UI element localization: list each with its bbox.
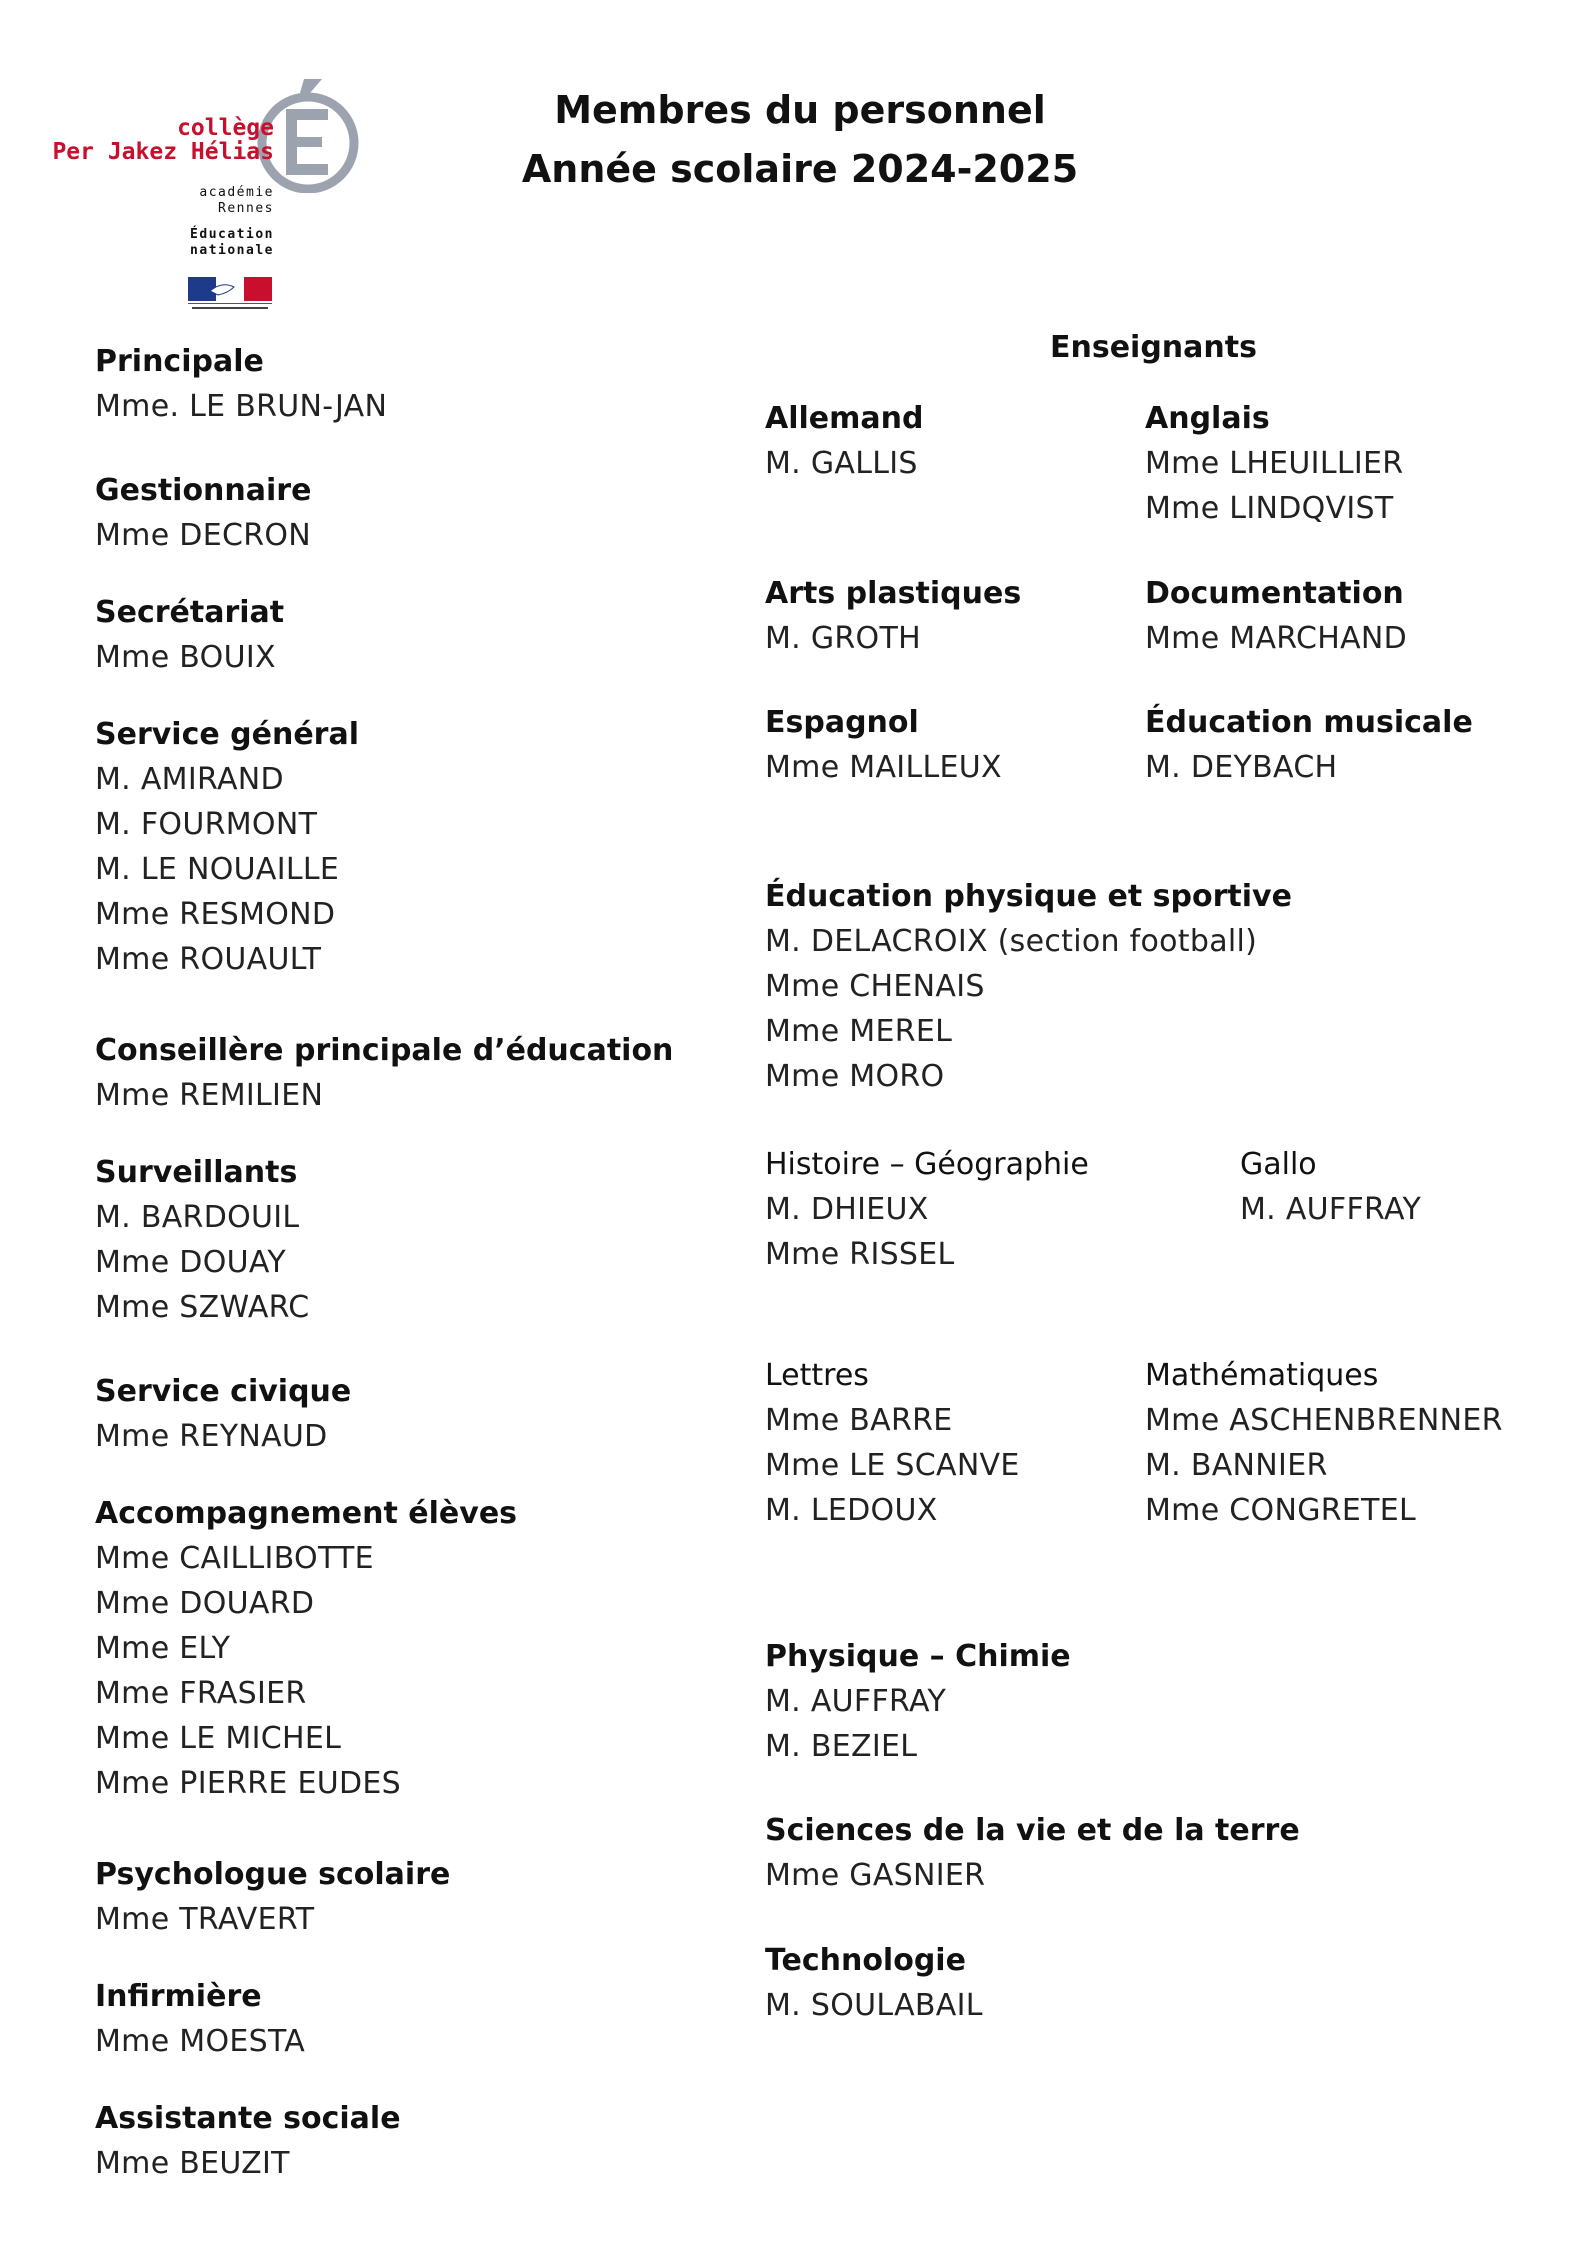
section-psychologue (95, 1852, 450, 1942)
staff-name: Mme ROUAULT (95, 942, 322, 977)
teacher-name: Mme ASCHENBRENNER (1145, 1403, 1503, 1438)
section-education-musicale (1145, 700, 1473, 790)
logo-college-text: collège (177, 115, 274, 141)
section-title: Arts plastiques (765, 576, 1022, 611)
section-arts-plastiques (765, 571, 1021, 661)
staff-name: Mme PIERRE EUDES (95, 1766, 401, 1801)
section-infirmiere (95, 1974, 305, 2064)
section-physique-chimie (765, 1634, 1071, 1769)
teacher-name: Mme LHEUILLIER (1145, 446, 1404, 481)
teacher-name: Mme CHENAIS (765, 969, 985, 1004)
section-title: Accompagnement élèves (95, 1496, 518, 1531)
staff-name: Mme MOESTA (95, 2024, 306, 2059)
teacher-name: M. GROTH (765, 621, 921, 656)
teacher-name: M. DHIEUX (765, 1192, 929, 1227)
staff-name: Mme DOUARD (95, 1586, 315, 1621)
section-title: Principale (95, 344, 264, 379)
section-surveillants (95, 1150, 310, 1330)
section-cpe (95, 1028, 673, 1118)
section-title: Service civique (95, 1374, 352, 1409)
logo-education: Éducation (190, 227, 274, 242)
teacher-name: Mme LINDQVIST (1145, 491, 1394, 526)
section-espagnol (765, 700, 1002, 790)
logo-school-name: Per Jakez Hélias (52, 139, 274, 165)
section-eps (765, 874, 1292, 1099)
section-title: Physique – Chimie (765, 1639, 1071, 1674)
page-subtitle: Année scolaire 2024-2025 (521, 147, 1079, 191)
staff-name: Mme REYNAUD (95, 1419, 328, 1454)
section-lettres (765, 1353, 1020, 1533)
section-service-civique (95, 1369, 351, 1459)
section-title: Allemand (765, 401, 924, 436)
staff-name: Mme SZWARC (95, 1290, 310, 1325)
staff-name: Mme CAILLIBOTTE (95, 1541, 374, 1576)
teacher-name: Mme MORO (765, 1059, 945, 1094)
teacher-name: M. AUFFRAY (765, 1684, 947, 1719)
staff-name: M. FOURMONT (95, 807, 318, 842)
section-title: Anglais (1145, 401, 1270, 436)
teacher-name: Mme MEREL (765, 1014, 953, 1049)
section-title: Conseillère principale d’éducation (95, 1033, 674, 1068)
teacher-name: Mme MARCHAND (1145, 621, 1408, 656)
teacher-name: Mme CONGRETEL (1145, 1493, 1417, 1528)
teacher-name: M. LEDOUX (765, 1493, 938, 1528)
enseignants-heading: Enseignants (1050, 330, 1257, 365)
staff-name: M. LE NOUAILLE (95, 852, 340, 887)
section-accompagnement (95, 1491, 517, 1806)
section-gallo (1240, 1142, 1421, 1232)
section-technologie (765, 1938, 983, 2028)
section-title: Histoire – Géographie (765, 1147, 1089, 1182)
section-secretariat (95, 590, 284, 680)
section-title: Sciences de la vie et de la terre (765, 1813, 1300, 1848)
staff-name: Mme REMILIEN (95, 1078, 324, 1113)
section-title: Infirmière (95, 1979, 262, 2014)
staff-name: Mme FRASIER (95, 1676, 307, 1711)
section-histoire-geographie (765, 1142, 1089, 1277)
teacher-name: M. BANNIER (1145, 1448, 1328, 1483)
logo-rennes: Rennes (218, 201, 274, 216)
section-allemand (765, 396, 923, 486)
staff-name: Mme BOUIX (95, 640, 276, 675)
staff-name: Mme. LE BRUN-JAN (95, 389, 388, 424)
section-service-general (95, 712, 359, 982)
teacher-name: M. BEZIEL (765, 1729, 918, 1764)
staff-name: M. AMIRAND (95, 762, 284, 797)
section-title: Psychologue scolaire (95, 1857, 451, 1892)
section-principale (95, 339, 387, 429)
section-svt (765, 1808, 1300, 1898)
teacher-name: M. GALLIS (765, 446, 918, 481)
section-title: Service général (95, 717, 360, 752)
page-title: Membres du personnel (554, 88, 1046, 132)
teacher-name: Mme RISSEL (765, 1237, 955, 1272)
staff-name: Mme ELY (95, 1631, 231, 1666)
section-assistante-sociale (95, 2096, 401, 2186)
staff-name: Mme DECRON (95, 518, 312, 553)
section-title: Surveillants (95, 1155, 298, 1190)
staff-name: Mme DOUAY (95, 1245, 286, 1280)
staff-name: Mme TRAVERT (95, 1902, 315, 1937)
section-title: Documentation (1145, 576, 1404, 611)
staff-name: Mme RESMOND (95, 897, 336, 932)
staff-name: Mme LE MICHEL (95, 1721, 342, 1756)
republique-francaise-flag-icon (188, 277, 272, 313)
section-title: Technologie (765, 1943, 966, 1978)
teacher-name: M. AUFFRAY (1240, 1192, 1422, 1227)
staff-name: M. BARDOUIL (95, 1200, 300, 1235)
staff-name: Mme BEUZIT (95, 2146, 290, 2181)
logo-academie: académie (199, 185, 274, 200)
section-title: Gestionnaire (95, 473, 312, 508)
teacher-name: M. DEYBACH (1145, 750, 1338, 785)
section-documentation (1145, 571, 1407, 661)
logo-nationale: nationale (190, 243, 274, 258)
teacher-name: M. DELACROIX (section football) (765, 924, 1258, 959)
section-gestionnaire (95, 468, 311, 558)
section-mathematiques (1145, 1353, 1503, 1533)
section-title: Éducation physique et sportive (765, 879, 1292, 914)
section-title: Espagnol (765, 705, 919, 740)
section-title: Secrétariat (95, 595, 285, 630)
section-title: Gallo (1240, 1147, 1317, 1182)
teacher-name: M. SOULABAIL (765, 1988, 983, 2023)
section-anglais (1145, 396, 1403, 531)
teacher-name: Mme LE SCANVE (765, 1448, 1020, 1483)
section-title: Mathématiques (1145, 1358, 1379, 1393)
section-title: Éducation musicale (1145, 705, 1473, 740)
section-title: Lettres (765, 1358, 869, 1393)
teacher-name: Mme GASNIER (765, 1858, 986, 1893)
section-title: Assistante sociale (95, 2101, 401, 2136)
teacher-name: Mme BARRE (765, 1403, 953, 1438)
teacher-name: Mme MAILLEUX (765, 750, 1002, 785)
